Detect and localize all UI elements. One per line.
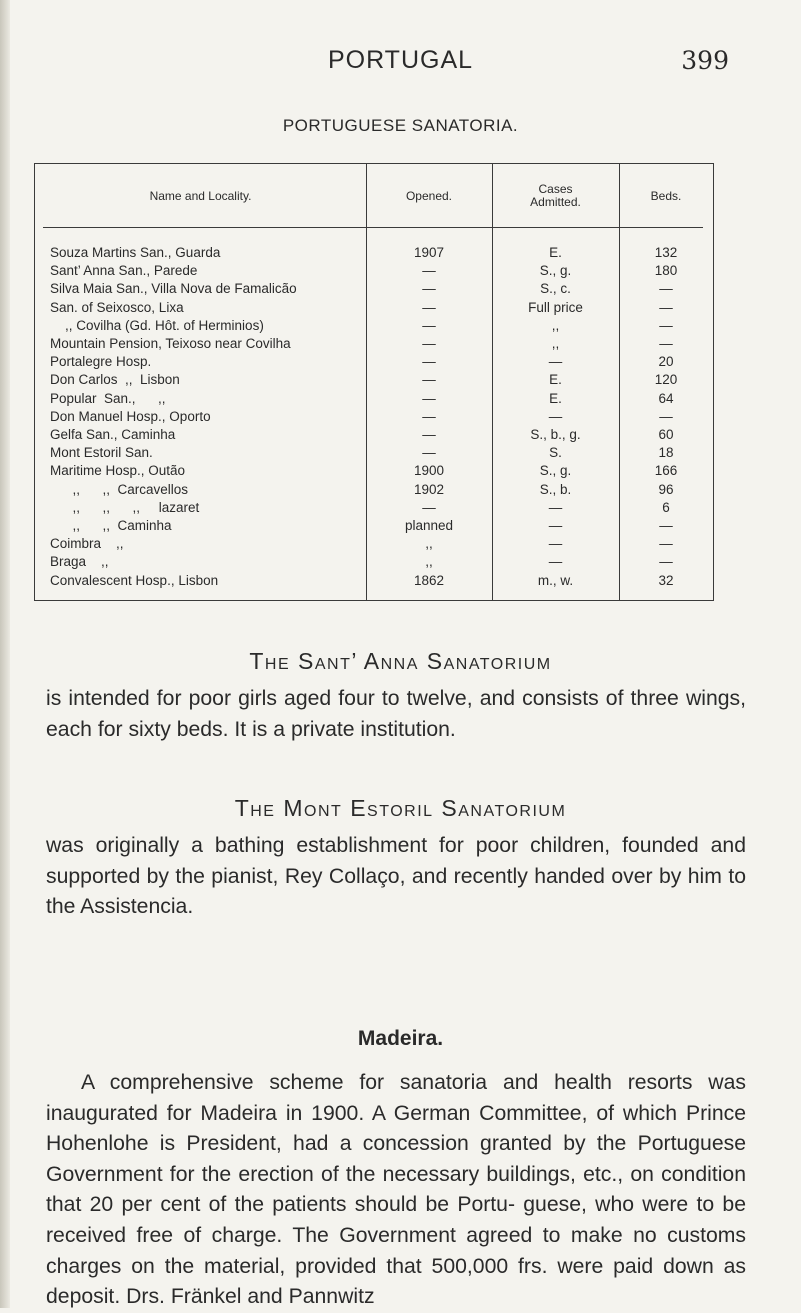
table-row — [35, 262, 713, 280]
cell-opened: — — [422, 427, 436, 442]
table-header-rule — [43, 227, 703, 228]
cell-cases: S., c. — [540, 281, 571, 297]
cell-cases: S. — [549, 445, 562, 461]
table-row — [35, 280, 713, 298]
cell-opened: — — [422, 390, 436, 406]
cell-name: Mountain Pension, Teixoso near Covilha — [50, 336, 291, 351]
cell-opened: — — [422, 281, 436, 297]
header-beds: Beds. — [650, 188, 682, 203]
cell-opened: — — [422, 317, 436, 333]
cell-cases: — — [548, 354, 563, 370]
cell-beds: — — [659, 554, 673, 570]
cell-beds: — — [659, 518, 673, 533]
cell-cases: — — [548, 554, 563, 570]
cell-opened: 1902 — [413, 481, 445, 497]
sanatoria-table — [34, 163, 714, 601]
table-row — [35, 408, 713, 426]
sant-anna-paragraph: is intended for poor girls aged four to twelve, and consists of three wings, each for sixty beds. It is a private institution. — [46, 687, 746, 741]
cell-cases: S., g. — [539, 463, 572, 479]
cell-name: Popular San., ,, — [50, 390, 166, 406]
cell-name: Sant’ Anna San., Parede — [50, 263, 198, 279]
table-row — [35, 517, 713, 535]
cell-cases: E. — [549, 390, 562, 406]
table-row — [35, 244, 713, 262]
table-row — [35, 462, 713, 480]
cell-name: San. of Seixosco, Lixa — [50, 299, 184, 315]
page-number: 399 — [681, 46, 729, 75]
cell-name: Maritime Hosp., Outão — [50, 463, 186, 479]
cell-opened: — — [422, 336, 436, 351]
table-bottom-rule — [35, 600, 713, 601]
table-row — [35, 299, 713, 317]
table-row — [35, 535, 713, 553]
cell-opened: ,, — [425, 536, 433, 552]
running-head: PORTUGAL — [327, 46, 474, 74]
cell-beds: 6 — [662, 499, 670, 515]
cell-opened: — — [422, 263, 436, 279]
cell-opened: — — [422, 354, 436, 370]
cell-beds: 20 — [658, 354, 674, 370]
cell-cases: m., w. — [537, 572, 574, 588]
table-row — [35, 353, 713, 371]
cell-name: Gelfa San., Caminha — [50, 427, 176, 442]
cell-beds: 18 — [658, 445, 674, 461]
cell-beds: 32 — [658, 572, 674, 588]
cell-cases: S., b., g. — [530, 427, 581, 442]
cell-opened: 1862 — [413, 572, 445, 588]
cell-beds: 132 — [654, 245, 678, 260]
cell-name: ,, ,, Carcavellos — [50, 481, 189, 497]
cell-name: Don Carlos ,, Lisbon — [50, 372, 180, 388]
cell-name: Coimbra ,, — [50, 536, 124, 552]
cell-cases: E. — [549, 245, 562, 260]
cell-beds: 64 — [658, 390, 674, 406]
table-row — [35, 371, 713, 389]
table-row — [35, 572, 713, 590]
madeira-paragraph: A comprehensive scheme for sanatoria and health resorts was inaugurated for Madeira in 1900. A German Committee, of which Prince Hohenlohe is President, had a concession granted by the Portuguese Government for the erection of the necessary buildings, etc., on condition that 20 per cent of the patients should be Portu- guese, who were to be received free of charge. The Government agreed to make no customs charges on the material, provided that 500,000 frs. were paid down as deposit. Drs. Fränkel and Pannwitz — [46, 1071, 746, 1309]
cell-name: Silva Maia San., Villa Nova de Famalicão — [50, 281, 297, 297]
cell-cases: — — [548, 518, 563, 533]
cell-name: Souza Martins San., Guarda — [50, 245, 221, 260]
cell-cases: Full price — [528, 299, 583, 315]
mont-estoril-heading: The Mont Estoril Sanatorium — [234, 795, 567, 821]
table-row — [35, 335, 713, 353]
cell-beds: 166 — [654, 463, 678, 479]
cell-beds: — — [659, 408, 673, 424]
cell-name: Convalescent Hosp., Lisbon — [50, 572, 219, 588]
cell-cases: — — [548, 408, 563, 424]
table-row — [35, 317, 713, 335]
table-row — [35, 426, 713, 444]
cell-name: Portalegre Hosp. — [50, 354, 152, 370]
cell-beds: 96 — [658, 481, 674, 497]
cell-beds: — — [659, 317, 673, 333]
madeira-heading: Madeira. — [357, 1027, 444, 1050]
cell-name: Braga ,, — [50, 554, 109, 570]
header-cases-admitted — [492, 171, 619, 221]
mont-estoril-paragraph: was originally a bathing establishment for poor children, founded and supported by the pianist, Rey Collaço, and recently handed over by him to the Assistencia. — [46, 834, 746, 919]
cell-beds: 60 — [658, 427, 674, 442]
cell-beds: 120 — [654, 372, 678, 388]
cell-cases: — — [548, 536, 563, 552]
table-top-rule — [35, 163, 713, 164]
cell-cases: S., b. — [539, 481, 572, 497]
cell-name: ,, ,, Caminha — [50, 518, 172, 533]
sant-anna-heading: The Sant’ Anna Sanatorium — [249, 648, 552, 674]
cell-beds: — — [659, 536, 673, 552]
cell-opened: — — [422, 299, 436, 315]
cell-opened: — — [422, 499, 436, 515]
table-row — [35, 553, 713, 571]
header-opened: Opened. — [405, 188, 453, 203]
cell-opened: — — [422, 445, 436, 461]
cell-beds: 180 — [654, 263, 678, 279]
cell-opened: ,, — [425, 554, 433, 570]
table-row — [35, 481, 713, 499]
cell-name: ,, ,, ,, lazaret — [50, 499, 200, 515]
table-title: PORTUGUESE SANATORIA. — [282, 116, 519, 135]
table-row — [35, 444, 713, 462]
table-row — [35, 390, 713, 408]
cell-name: Don Manuel Hosp., Oporto — [50, 408, 211, 424]
table-row — [35, 499, 713, 517]
cell-opened: planned — [404, 518, 454, 533]
cell-cases: ,, — [551, 317, 560, 333]
header-cases-line1: Cases — [538, 182, 573, 196]
header-cases-line2: Admitted. — [530, 195, 581, 209]
cell-opened: 1900 — [413, 463, 445, 479]
cell-cases: — — [548, 499, 563, 515]
cell-cases: ,, — [551, 336, 560, 351]
cell-cases: S., g. — [539, 263, 572, 279]
cell-opened: 1907 — [413, 245, 445, 260]
cell-beds: — — [659, 299, 673, 315]
cell-cases: E. — [549, 372, 562, 388]
cell-opened: — — [422, 408, 436, 424]
cell-name: Mont Estoril San. — [50, 445, 153, 461]
cell-opened: — — [422, 372, 436, 388]
cell-name: ,, Covilha (Gd. Hôt. of Herminios) — [50, 317, 264, 333]
cell-beds: — — [659, 336, 673, 351]
cell-beds: — — [659, 281, 673, 297]
header-name-locality: Name and Locality. — [149, 188, 252, 203]
